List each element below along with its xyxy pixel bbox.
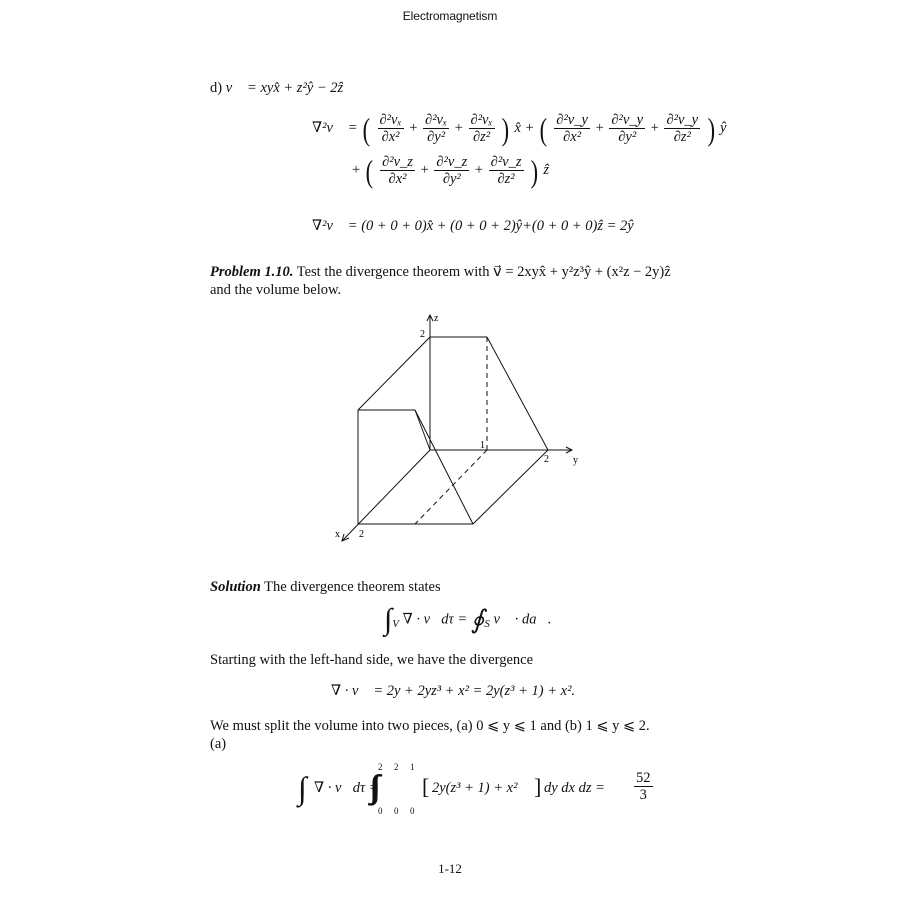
fraction: $\frac{\text{∂²v\_z}}{\text{∂y²}}$ — [436, 154, 468, 187]
part-a-label: (a) — [210, 736, 227, 752]
bracket-close: ] — [534, 774, 542, 799]
lower-limit-y: 0 — [394, 806, 399, 816]
problem-statement-line-2: and the volume below. — [210, 282, 342, 298]
laplacian-result: ∇²v⃗ = (0 + 0 + 0)x̂ + (0 + 0 + 2)ŷ+(0 + 0 + 0)ẑ = 2ŷ — [312, 218, 634, 234]
volume-integral-sign: ∫ — [384, 603, 393, 636]
divergence-theorem — [384, 603, 551, 637]
lower-limit-z: 0 — [410, 806, 415, 816]
unit-x-plus: x̂ + — [514, 120, 535, 136]
slant-top-edge — [487, 337, 548, 450]
problem-label: Problem 1.10. — [210, 264, 294, 280]
volume-subscript: V — [392, 618, 399, 631]
result-numerator: 52 — [636, 770, 651, 786]
part-d-statement — [210, 80, 343, 97]
laplacian-lhs: ∇²v⃗ = — [312, 120, 358, 136]
problem-statement-line-1 — [210, 264, 671, 281]
result-denominator: 3 — [639, 787, 647, 803]
solution-label: Solution — [210, 579, 261, 595]
paren-open: ( — [362, 110, 371, 147]
paren-close: ) — [530, 152, 539, 189]
fraction: $\frac{\text{∂²v\_y}}{\text{∂y²}}$ — [611, 112, 644, 145]
z-axis-label: z — [434, 313, 439, 324]
result-fraction — [634, 770, 653, 803]
lhs-intro: Starting with the left-hand side, we have the divergence — [210, 652, 534, 668]
theorem-rhs: v⃗ · da⃗. — [493, 611, 552, 628]
paren-close: ) — [707, 110, 715, 147]
solution-intro-text: The divergence theorem states — [260, 579, 441, 595]
page-number: 1-12 — [438, 861, 462, 876]
volume-figure — [330, 305, 590, 550]
upper-limit-y: 2 — [394, 762, 399, 772]
hidden-base-edge — [415, 450, 487, 524]
paren-close: ) — [501, 110, 510, 147]
inner-edge — [415, 410, 430, 450]
paren-open: ( — [365, 152, 373, 189]
lower-limit-x: 0 — [378, 806, 383, 816]
fraction: $\frac{\text{∂²v\_z}}{\text{∂x²}}$ — [382, 154, 413, 187]
part-d-label: d) — [210, 80, 223, 96]
base-front-edge — [473, 450, 548, 524]
fraction: $\frac{\text{∂²vₓ}}{\text{∂x²}}$ — [379, 112, 402, 145]
fraction: $\frac{\text{∂²vₓ}}{\text{∂y²}}$ — [425, 112, 448, 145]
top-left-edge — [358, 337, 430, 410]
laplacian-row-2: + ( $\frac{\text{∂²v\_z}}{\text{∂x²}}$ + $\frac{\text{∂²v\_z}}{\text{∂y²}}$ + $\frac{\text{∂²v\_z}}{\text{∂z²}}$ ) ẑ — [352, 152, 550, 189]
divergence-equation: ∇ · v⃗ = 2y + 2yz³ + x² = 2y(z³ + 1) + x². — [331, 683, 576, 699]
x-tick-2: 2 — [359, 529, 364, 540]
part-d-vector: v⃗ = xyx̂ + z²ŷ − 2ẑ — [225, 80, 344, 96]
unit-y: ŷ — [720, 120, 727, 136]
surface-subscript: S — [484, 618, 490, 631]
surface-integral-sign: ∮ — [470, 605, 485, 634]
fraction: $\frac{\text{∂²v\_y}}{\text{∂x²}}$ — [556, 112, 588, 145]
slant-front-edge — [415, 410, 473, 524]
upper-limit-z: 1 — [410, 762, 415, 772]
solution-intro — [210, 579, 441, 596]
differentials: dy dx dz = — [544, 780, 605, 796]
fraction: $\frac{\text{∂²v\_y}}{\text{∂z²}}$ — [666, 112, 699, 145]
theorem-lhs: ∇ · v⃗dτ = — [402, 611, 468, 628]
integrand: 2y(z³ + 1) + x² — [432, 780, 518, 796]
y-tick-2: 2 — [544, 454, 549, 465]
split-volume-text: We must split the volume into two pieces, (a) 0 ⩽ y ⩽ 1 and (b) 1 ⩽ y ⩽ 2. — [210, 718, 650, 734]
integral-sign: ∫ — [298, 770, 307, 806]
paren-open: ( — [539, 110, 548, 147]
problem-text: Test the divergence theorem with v⃗ = 2xyx̂ + y²z³ŷ + (x²z − 2y)ẑ — [293, 264, 671, 280]
fraction: $\frac{\text{∂²vₓ}}{\text{∂z²}}$ — [470, 112, 493, 145]
y-axis-label: y — [573, 455, 578, 466]
bracket-open: [ — [422, 774, 430, 799]
y-tick-1: 1 — [480, 440, 485, 451]
z-tick-2: 2 — [420, 329, 425, 340]
integral-lhs: ∇ · v⃗dτ = — [314, 780, 379, 796]
running-header: Electromagnetism — [402, 9, 498, 23]
fraction: $\frac{\text{∂²v\_z}}{\text{∂z²}}$ — [490, 154, 522, 187]
x-axis-label: x — [335, 529, 340, 540]
unit-z: ẑ — [543, 162, 550, 178]
x-axis — [342, 450, 430, 541]
laplacian-row-1: ∇²v⃗ = ( $\frac{\text{∂²vₓ}}{\text{∂x²}}$ + $\frac{\text{∂²vₓ}}{\text{∂y²}}$ + $\frac{\text{∂²vₓ}}{\text{∂z²}}$ ) x̂ + ( $\frac{\text{∂²v\_y}}{\text{∂x²}}$ + $\frac{\text{∂²v\_y}}{\text{∂y²}}$ + $\frac{\text{∂²v\_y}}{\text{∂z²}}$ ) ŷ — [312, 110, 727, 147]
upper-limit-x: 2 — [378, 762, 383, 772]
